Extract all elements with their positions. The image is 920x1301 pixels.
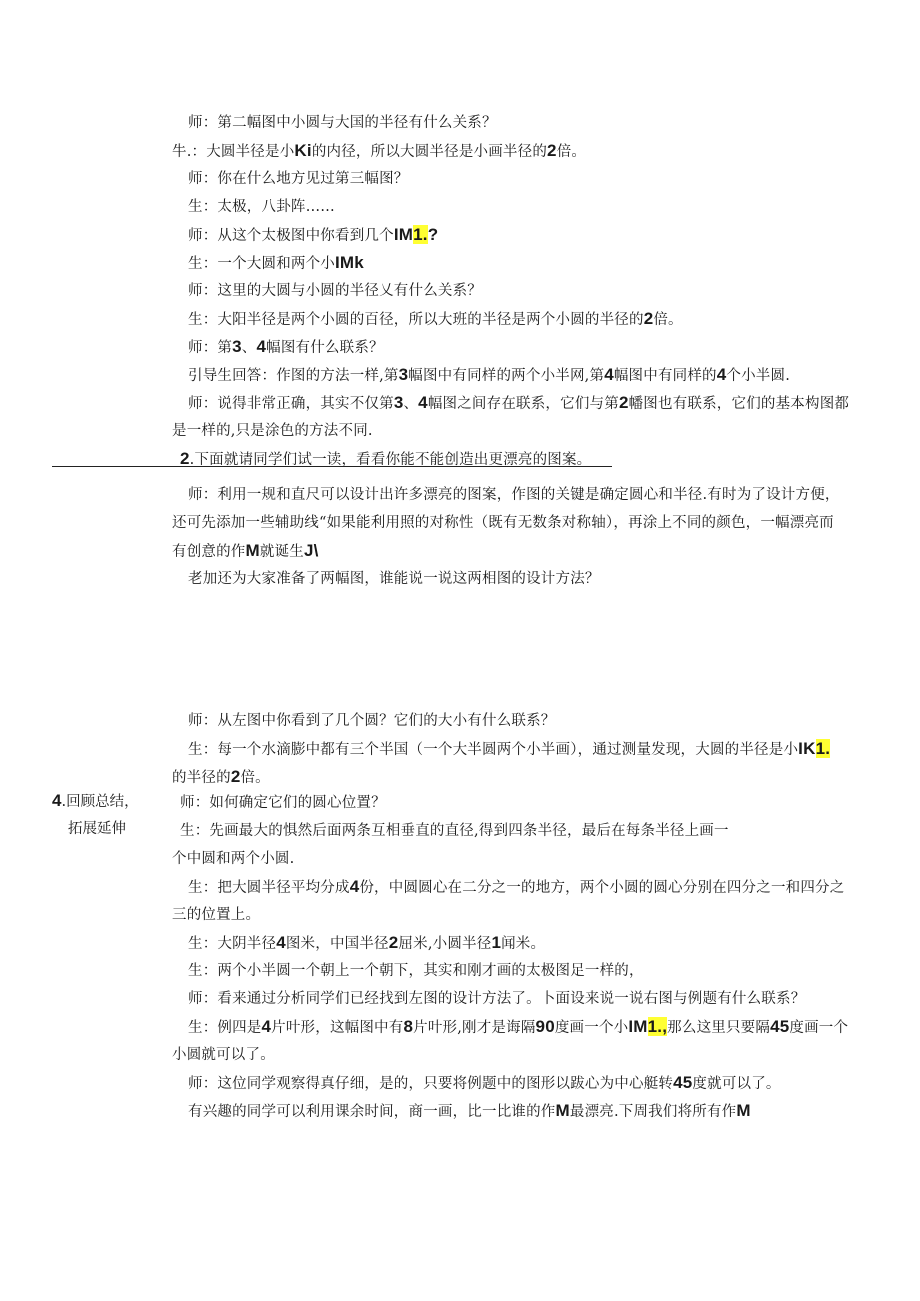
text-run: 幅图中有同样的两个小半网,第 xyxy=(408,368,605,384)
text-line xyxy=(188,252,364,275)
text-line xyxy=(172,848,294,870)
bold-glyph: 3 xyxy=(398,365,409,384)
text-line xyxy=(172,512,834,534)
text-run: 倍。 xyxy=(653,312,683,328)
text-run: 生：先画最大的惧然后面两条互相垂直的直径,得到四条半径，最后在每条半径上画一 xyxy=(180,823,729,839)
text-run: 师：这位同学观察得真仔细，是的，只要将例题中的图形以跋心为中心艇转 xyxy=(188,1076,674,1092)
bold-glyph: M xyxy=(245,541,260,560)
bold-glyph: 2 xyxy=(618,393,629,412)
bold-glyph: 1 xyxy=(491,933,502,952)
bold-glyph: 4 xyxy=(604,365,614,384)
text-run: 个中圆和两个小圆. xyxy=(172,851,295,867)
text-run: 图米，中国半径 xyxy=(285,936,389,952)
text-line xyxy=(188,168,409,190)
text-run: 生：一个大圆和两个小 xyxy=(188,256,335,272)
text-line xyxy=(188,932,545,955)
text-run: 师：从左图中你看到了几个圆？它们的大小有什么联系？ xyxy=(188,713,556,729)
text-run: 、 xyxy=(403,396,419,412)
highlighted-glyph: 1. xyxy=(815,739,831,758)
text-line xyxy=(172,140,586,163)
text-run: 生：两个小半圆一个朝上一个朝下，其实和刚才画的太极图足一样的， xyxy=(188,963,644,979)
text-run: 份，中圆圆心在二分之一的地方，两个小圆的圆心分别在四分之一和四分之 xyxy=(359,880,845,896)
text-run: 是一样的,只是涂色的方法不同. xyxy=(172,423,373,439)
text-line xyxy=(188,988,805,1010)
text-line xyxy=(188,392,849,415)
bold-glyph: ? xyxy=(427,225,439,244)
text-line xyxy=(180,448,591,471)
text-run: 最漂亮.下周我们将所有作 xyxy=(569,1104,737,1120)
text-line xyxy=(180,792,386,814)
text-line xyxy=(188,364,790,387)
text-run: 生：每一个水滴膨中都有三个半国（一个大半圆两个小半画），通过测量发现，大圆的半径是小 xyxy=(188,742,799,758)
text-run: 个小半圆. xyxy=(726,368,791,384)
bold-glyph: 3 xyxy=(393,393,404,412)
text-line xyxy=(172,1044,275,1066)
section-label-4: 4.回顾总结， xyxy=(52,791,139,810)
bold-glyph: IM xyxy=(393,225,414,244)
text-run: 三的位置上。 xyxy=(172,907,261,923)
text-run: 牛.：大圆半径是小 xyxy=(172,144,295,160)
text-run: 师：如何确定它们的圆心位置？ xyxy=(180,795,386,811)
text-run: 幡图也有联系，它们的基本构图都 xyxy=(628,396,850,412)
bold-glyph: 90 xyxy=(535,1017,555,1036)
bold-glyph: 2 xyxy=(180,449,190,468)
text-run: 引导生回答：作图的方法一样,第 xyxy=(188,368,399,384)
text-run: 屈米,小圆半径 xyxy=(398,936,492,952)
text-line xyxy=(180,820,729,842)
text-run: 片叶形,刚才是诲隔 xyxy=(413,1020,536,1036)
text-run: 师：第二幅图中小圆与大国的半径有什么关系？ xyxy=(188,115,497,131)
text-line xyxy=(188,710,556,732)
text-line xyxy=(188,336,384,359)
section-label-4-line2: 拓展延伸 xyxy=(68,821,126,837)
text-line xyxy=(188,484,840,506)
text-line xyxy=(172,766,270,789)
text-run: 师：从这个太极图中你看到几个 xyxy=(188,228,394,244)
bold-glyph: 4 xyxy=(276,933,286,952)
bold-glyph: 8 xyxy=(403,1017,414,1036)
bold-glyph: 4 xyxy=(418,393,428,412)
bold-glyph: 4 xyxy=(716,365,727,384)
text-run: 生：把大圆半径平均分成 xyxy=(188,880,350,896)
text-line xyxy=(188,112,497,134)
text-line xyxy=(188,960,644,982)
text-run: 有创意的作 xyxy=(172,544,246,560)
text-run: 度画一个小 xyxy=(554,1020,629,1036)
text-run: 有兴趣的同学可以利用课余时间，商一画，比一比谁的作 xyxy=(188,1104,556,1120)
bold-glyph: IK xyxy=(798,739,816,758)
text-run: 小圆就可以了。 xyxy=(172,1047,275,1063)
text-run: 就诞生 xyxy=(259,544,304,560)
text-run: 倍。 xyxy=(240,770,270,786)
text-run: 生：大阳半径是两个小圆的百径，所以大班的半径是两个小圆的半径的 xyxy=(188,312,644,328)
text-line xyxy=(188,196,335,218)
bold-glyph: 4 xyxy=(261,1017,272,1036)
text-run: 闻米。 xyxy=(501,936,546,952)
highlighted-glyph: 1., xyxy=(647,1017,668,1036)
text-run: 幅图之间存在联系，它们与第 xyxy=(427,396,619,412)
text-run: 生：例四是 xyxy=(188,1020,262,1036)
text-line xyxy=(172,420,373,442)
text-line xyxy=(188,876,844,899)
bold-glyph: J\ xyxy=(303,541,319,560)
text-run: 生：太极，八卦阵…… xyxy=(188,199,335,215)
bold-glyph: IMk xyxy=(335,253,364,272)
bold-glyph: Ki xyxy=(294,141,312,160)
highlighted-glyph: 1. xyxy=(413,225,428,244)
bold-glyph: 45 xyxy=(770,1017,790,1036)
text-line xyxy=(172,540,319,563)
text-line xyxy=(172,904,260,926)
text-run: 的内径，所以大圆半径是小画半径的 xyxy=(311,144,548,160)
text-line xyxy=(188,308,683,331)
text-run: 师：说得非常正确，其实不仅第 xyxy=(188,396,394,412)
bold-glyph: 2 xyxy=(643,309,654,328)
bold-glyph: 4 xyxy=(349,877,360,896)
text-run: 的半径的 xyxy=(172,770,231,786)
text-run: .下面就请同学们试一读，看看你能不能创造出更漂亮的图案。 xyxy=(189,452,592,468)
text-line xyxy=(188,1100,751,1123)
bold-glyph: 2 xyxy=(230,767,241,786)
text-run: 幅图有什么联系？ xyxy=(266,340,384,356)
text-run: 师：你在什么地方见过第三幅图？ xyxy=(188,171,409,187)
bold-glyph: M xyxy=(555,1101,570,1120)
text-run: 师：这里的大圆与小圆的半径乂有什么关系？ xyxy=(188,283,482,299)
text-run: 老加还为大家准备了两幅图，谁能说一说这两相图的设计方法？ xyxy=(188,571,600,587)
bold-glyph: 2 xyxy=(388,933,399,952)
text-run: 度画一个 xyxy=(789,1020,849,1036)
text-line xyxy=(188,224,438,247)
text-run: 片叶形，这幅图中有 xyxy=(271,1020,404,1036)
text-run: 那么这里只要隔 xyxy=(667,1020,771,1036)
bold-glyph: M xyxy=(736,1101,751,1120)
bold-glyph: IM xyxy=(628,1017,648,1036)
text-run: 师：利用一规和直尺可以设计出许多漂亮的图案，作图的关键是确定圆心和半径.有时为了设计方便， xyxy=(188,487,840,503)
bold-glyph: 4 xyxy=(256,337,267,356)
text-line xyxy=(188,738,830,761)
bold-glyph: 2 xyxy=(547,141,557,160)
text-run: 还可先添加一些辅助线“如果能利用照的对称性（既有无数条对称轴），再涂上不同的颜色，一幅漂亮而 xyxy=(172,515,834,531)
text-line xyxy=(188,280,482,302)
text-run: 生：大阴半径 xyxy=(188,936,277,952)
text-line xyxy=(188,1016,848,1039)
bold-glyph: 3 xyxy=(232,337,242,356)
text-line xyxy=(188,1072,781,1095)
text-run: 幅图中有同样的 xyxy=(613,368,717,384)
text-run: 师：看来通过分析同学们已经找到左图的设计方法了。卜面设来说一说右图与例题有什么联系？ xyxy=(188,991,806,1007)
text-run: 、 xyxy=(241,340,257,356)
bold-glyph: 45 xyxy=(673,1073,693,1092)
text-line xyxy=(188,568,600,590)
text-run: 度就可以了。 xyxy=(692,1076,781,1092)
text-run: 师：第 xyxy=(188,340,233,356)
text-run: 倍。 xyxy=(556,144,587,160)
